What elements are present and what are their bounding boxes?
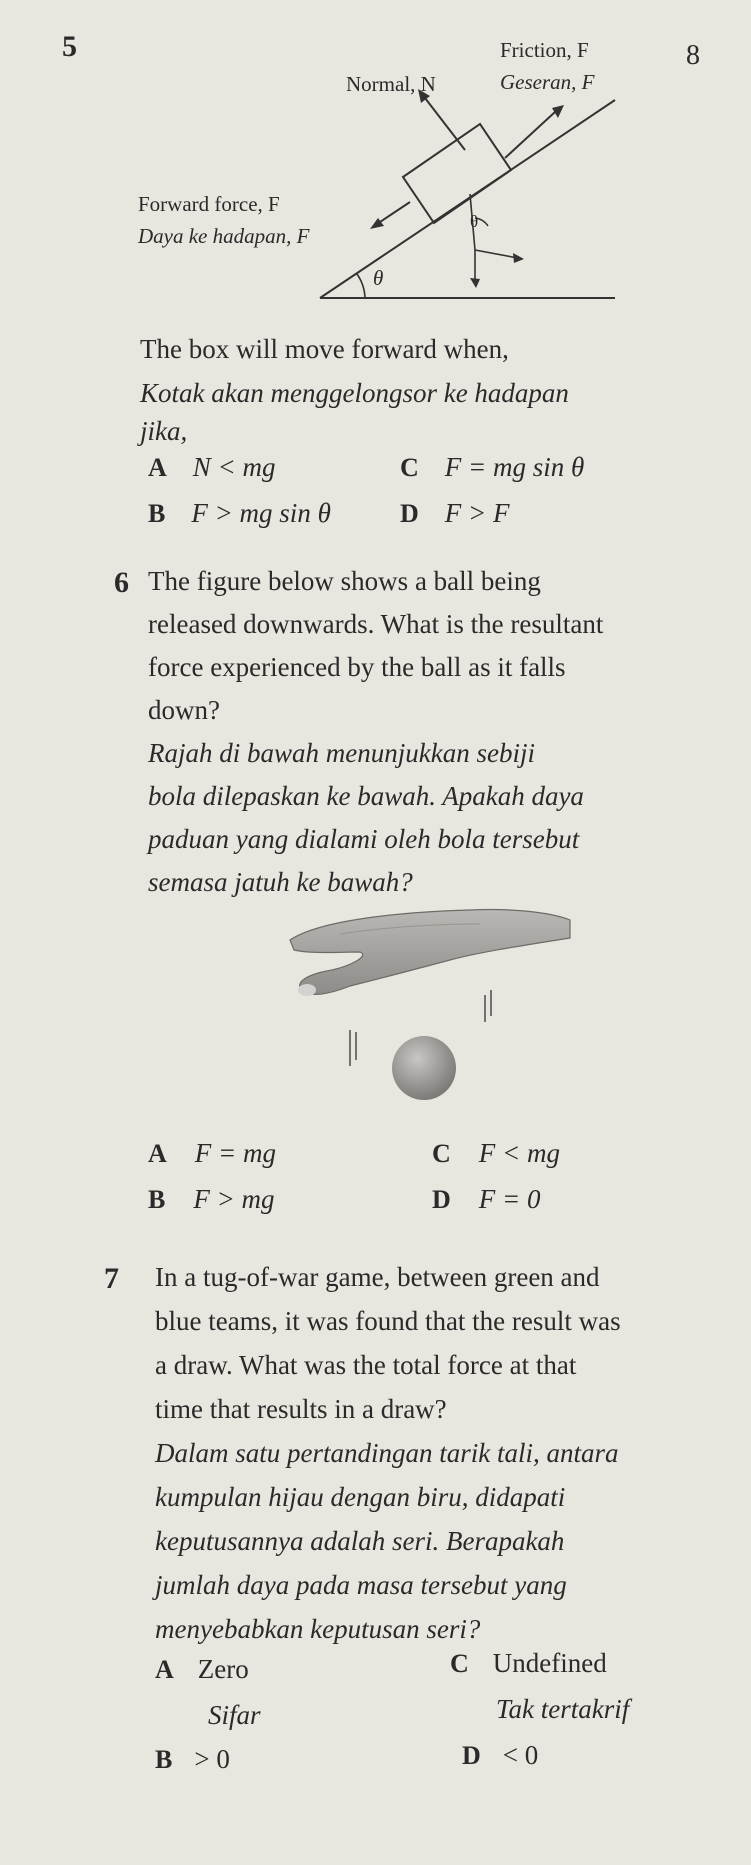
q6-stem-line-3: force experienced by the ball as it falls [148,652,566,682]
q7-stem-ms-2: kumpulan hijau dengan biru, didapati [155,1482,566,1512]
forward-force-label-ms: Daya ke hadapan, F [138,224,310,248]
hand-ball-illustration [280,890,580,1120]
friction-label-ms: Geseran, F [500,70,595,94]
q7-option-c[interactable]: C Undefined [450,1648,607,1678]
q6-stem-ms-1: Rajah di bawah menunjukkan sebiji [148,738,535,768]
q6-option-a[interactable]: A F = mg [148,1138,276,1168]
q7-option-b[interactable]: B > 0 [155,1744,230,1774]
friction-label: Friction, F [500,38,589,62]
q5-option-b[interactable]: B F > mg sin θ [148,498,331,528]
q6-stem-ms-2: bola dilepaskan ke bawah. Apakah daya [148,781,584,811]
q5-stem-ms-2: jika, [140,416,188,446]
q5-stem-ms-1: Kotak akan menggelongsor ke hadapan [140,378,569,408]
q5-option-a[interactable]: A N < mg [148,452,276,482]
q7-option-a-ms: Sifar [208,1700,261,1730]
q5-stem: The box will move forward when, [140,334,509,364]
q6-stem-line-4: down? [148,695,220,725]
q7-stem-line-4: time that results in a draw? [155,1394,447,1424]
question-number: 7 [104,1262,119,1295]
page-number: 8 [686,40,700,71]
q7-stem-line-3: a draw. What was the total force at that [155,1350,577,1380]
q6-stem-ms-3: paduan yang dialami oleh bola tersebut [148,824,580,854]
q6-option-b[interactable]: B F > mg [148,1184,275,1214]
question-number: 5 [62,30,77,63]
angle-label: θ [373,266,384,290]
q7-stem-line-1: In a tug-of-war game, between green and [155,1262,600,1292]
q7-option-c-ms: Tak tertakrif [496,1694,630,1724]
q6-stem-ms-4: semasa jatuh ke bawah? [148,867,413,897]
forward-force-label: Forward force, F [138,192,280,216]
q5-option-c[interactable]: C F = mg sin θ [400,452,585,482]
q7-stem-ms-1: Dalam satu pertandingan tarik tali, antara [155,1438,619,1468]
q7-stem-ms-3: keputusannya adalah seri. Berapakah [155,1526,565,1556]
q6-stem-line-2: released downwards. What is the resultant [148,609,604,639]
q6-stem-line-1: The figure below shows a ball being [148,566,541,596]
normal-label: Normal, N [346,72,436,96]
q7-stem-ms-5: menyebabkan keputusan seri? [155,1614,481,1644]
q7-option-a[interactable]: A Zero [155,1654,249,1684]
q5-option-d[interactable]: D F > F [400,498,510,528]
q7-stem-ms-4: jumlah daya pada masa tersebut yang [155,1570,567,1600]
q7-option-d[interactable]: D < 0 [462,1740,539,1770]
angle-label-box: θ [470,212,479,231]
q6-option-c[interactable]: C F < mg [432,1138,560,1168]
q7-stem-line-2: blue teams, it was found that the result was [155,1306,621,1336]
q6-option-d[interactable]: D F = 0 [432,1184,541,1214]
question-number: 6 [114,566,129,599]
